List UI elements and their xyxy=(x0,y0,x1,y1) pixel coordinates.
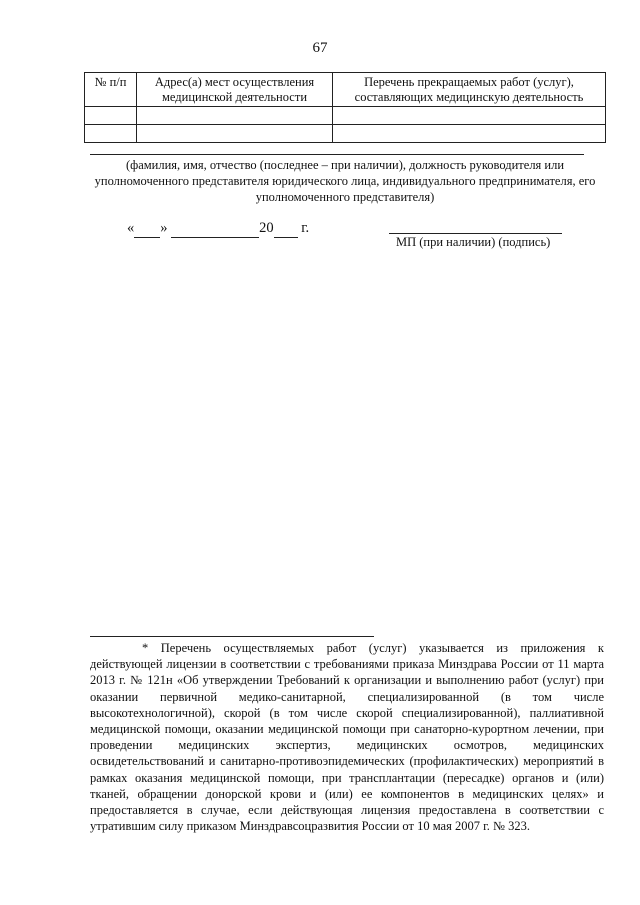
header-number: № п/п xyxy=(85,73,137,107)
signatory-name-line xyxy=(90,154,584,155)
signatory-caption: (фамилия, имя, отчество (последнее – при наличии), должность руководителя или уполномоченного представителя юридического лица, индивидуального предпринимателя, его уполномоченного представителя) xyxy=(94,158,596,204)
signature-label: МП (при наличии) (подпись) xyxy=(396,235,551,249)
year-prefix: 20 xyxy=(259,220,274,236)
table-cell[interactable] xyxy=(137,107,333,125)
day-blank[interactable] xyxy=(134,220,160,238)
date-field xyxy=(127,220,309,238)
table-cell[interactable] xyxy=(137,125,333,143)
table-row xyxy=(85,125,606,143)
table-cell[interactable] xyxy=(333,107,606,125)
table-cell[interactable] xyxy=(85,125,137,143)
terminated-works-table xyxy=(84,72,606,143)
table-cell[interactable] xyxy=(85,107,137,125)
date-open-quote: « xyxy=(127,220,135,236)
date-close-quote: » xyxy=(160,220,168,236)
year-blank[interactable] xyxy=(274,220,298,238)
month-blank[interactable] xyxy=(171,220,259,238)
header-works-list: Перечень прекращаемых работ (услуг), составляющих медицинскую деятельность xyxy=(333,73,606,107)
table-row xyxy=(85,107,606,125)
table-cell[interactable] xyxy=(333,125,606,143)
signature-line[interactable] xyxy=(389,233,562,234)
footnote-text: * Перечень осуществляемых работ (услуг) указывается из приложения к действующей лицензии в соответствии с требованиями приказа Минздрава России от 11 марта 2013 г. № 121н «Об утверждении Требований к организации и выполнению работ (услуг) при оказании первичной медико-санитарной, специализированной (в том числе высокотехнологичной), скорой (в том числе скорой специализированной), паллиативной медицинской помощи, оказании медицинской помощи при санаторно-курортном лечении, при проведении медицинских экспертиз, медицинских осмотров, медицинских освидетельствований и санитарно-противоэпидемических (профилактических) мероприятий в рамках оказания медицинской помощи, при трансплантации (пересадке) органов и (или) тканей, обращении донорской крови и (или) ее компонентов в медицинских целях» и предоставляется в случае, если действующая лицензия предоставлена в соответствии с утратившим силу приказом Минздравсоцразвития России от 10 мая 2007 г. № 323. xyxy=(90,641,604,834)
page-number: 67 xyxy=(312,40,328,56)
year-suffix: г. xyxy=(301,220,310,236)
header-address: Адрес(а) мест осуществления медицинской деятельности xyxy=(137,73,333,107)
footnote xyxy=(90,640,604,834)
footnote-separator xyxy=(90,636,374,637)
table-header-row xyxy=(85,73,606,107)
